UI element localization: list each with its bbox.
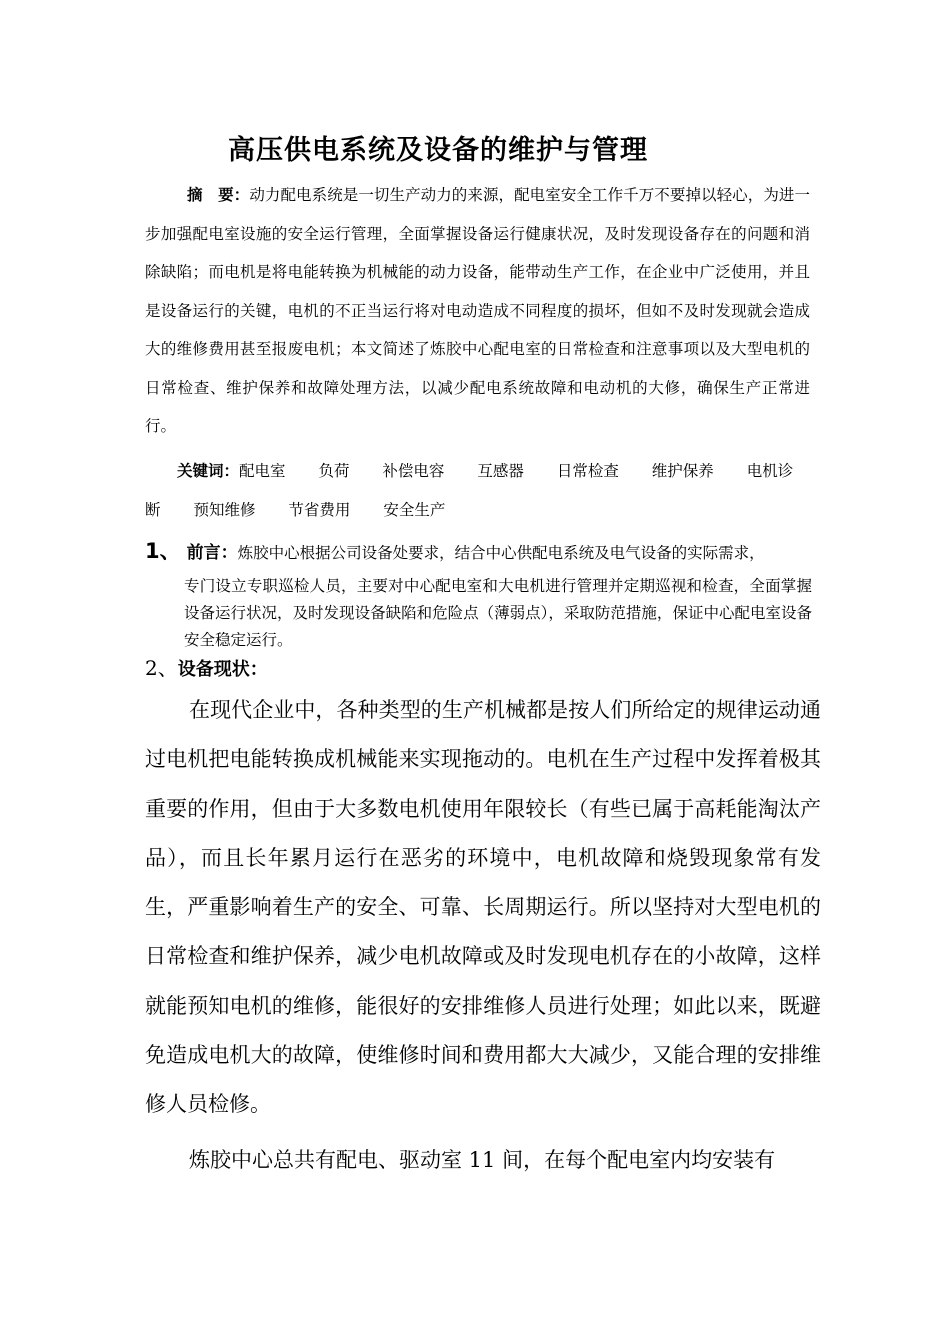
keywords-paragraph	[145, 452, 810, 530]
section2-label: 设备现状：	[177, 659, 268, 680]
section2-heading	[145, 652, 268, 686]
abstract-paragraph	[145, 176, 810, 446]
section1-number: 1、	[145, 539, 181, 563]
keyword: 电机诊断	[145, 462, 794, 519]
section2-paragraph: 在现代企业中，各种类型的生产机械都是按人们所给定的规律运动通过电机把电能转换成机械能来实现拖动的。电机在生产过程中发挥着极其重要的作用，但由于大多数电机使用年限较长（有些已属于高耗能淘汰产品），而且长年累月运行在恶劣的环境中，电机故障和烧毁现象常有发生，严重影响着生产的安全、可靠、长周期运行。所以坚持对大型电机的日常检查和维护保养，减少电机故障或及时发现电机存在的小故障，这样就能预知电机的维修，能很好的安排维修人员进行处理；如此以来，既避免造成电机大的故障，使维修时间和费用都大大减少，又能合理的安排维修人员检修。	[145, 698, 821, 1117]
keyword: 负荷	[318, 462, 350, 480]
section1-lead: 炼胶中心根据公司设备处要求，结合中心供配电系统及电气设备的实际需求，	[237, 544, 765, 562]
keyword: 配电室	[239, 462, 286, 480]
section1-label: 前言：	[186, 543, 238, 563]
section1-heading	[145, 536, 825, 568]
section2-number: 2、	[145, 656, 178, 680]
keyword: 预知维修	[193, 501, 256, 519]
section1-body: 专门设立专职巡检人员，主要对中心配电室和大电机进行管理并定期巡视和检查，全面掌握设备运行状况，及时发现设备缺陷和危险点（薄弱点），采取防范措施，保证中心配电室设备安全稳定运行。	[184, 577, 812, 649]
keyword: 互感器	[477, 462, 524, 480]
abstract-text: 动力配电系统是一切生产动力的来源，配电室安全工作千万不要掉以轻心，为进一步加强配电室设施的安全运行管理，全面掌握设备运行健康状况，及时发现设备存在的问题和消除缺陷；而电机是将电能转换为机械能的动力设备，能带动生产工作，在企业中广泛使用，并且是设备运行的关键，电机的不正当运行将对电动造成不同程度的损坏，但如不及时发现就会造成大的维修费用甚至报废电机；本文简述了炼胶中心配电室的日常检查和注意事项以及大型电机的日常检查、维护保养和故障处理方法，以减少配电系统故障和电动机的大修，确保生产正常进行。	[145, 186, 810, 435]
document-title: 高压供电系统及设备的维护与管理	[228, 135, 648, 166]
keyword: 日常检查	[556, 462, 619, 480]
keyword: 安全生产	[383, 501, 446, 519]
keyword: 补偿电容	[382, 462, 445, 480]
abstract-label: 摘 要：	[187, 186, 250, 204]
keyword: 维护保养	[651, 462, 714, 480]
keyword: 节省费用	[288, 501, 351, 519]
keywords-label: 关键词：	[177, 462, 240, 480]
section2-paragraph: 炼胶中心总共有配电、驱动室 11 间，在每个配电室内均安装有	[189, 1148, 776, 1172]
